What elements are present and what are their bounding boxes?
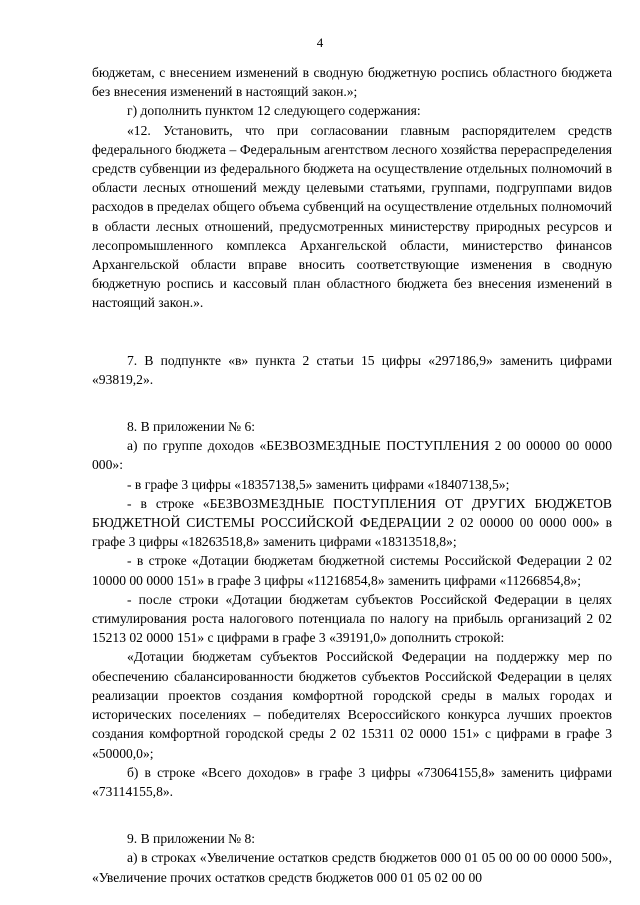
paragraph-section-9-heading: 9. В приложении № 8: — [127, 831, 256, 847]
paragraph-dash-1: - в графе 3 цифры «18357138,5» заменить цифрами «18407138,5»; — [127, 476, 510, 492]
document-body — [92, 63, 612, 887]
paragraph-point-12: «12. Установить, что при согласовании главным распорядителем средств федерального бюджета – Федеральным агентством лесного хозяйства перераспределения средств субвенции из федерального бюджета на осуществление отдельных полномочий в области лесных отношений между целевыми статьями, группами, подгруппами видов расходов в пределах общего объема субвенций на осуществление отдельных полномочий в области лесных отношений, предусмотренных министерству природных ресурсов и лесопромышленного комплекса Архангельской области, министерство финансов Архангельской области вправе вносить соответствующие изменения в сводную бюджетную роспись и кассовый план областного бюджета без внесения изменений в настоящий закон.». — [92, 122, 612, 311]
paragraph-item-g: г) дополнить пунктом 12 следующего содержания: — [127, 103, 421, 119]
section-spacer — [92, 389, 612, 417]
section-spacer — [92, 801, 612, 829]
paragraph-dash-2: - в строке «БЕЗВОЗМЕЗДНЫЕ ПОСТУПЛЕНИЯ ОТ ДРУГИХ БЮДЖЕТОВ БЮДЖЕТНОЙ СИСТЕМЫ РОССИЙСКОЙ ФЕДЕРАЦИИ 2 02 00000 00 0000 000» в графе 3 цифры «18263518,8» заменить цифрами «18313518,8»; — [92, 495, 612, 550]
paragraph-section-7: 7. В подпункте «в» пункта 2 статьи 15 цифры «297186,9» заменить цифрами «93819,2». — [92, 352, 612, 387]
paragraph-section-8-heading: 8. В приложении № 6: — [127, 419, 256, 435]
paragraph-dash-3: - в строке «Дотации бюджетам бюджетной системы Российской Федерации 2 02 10000 00 0000 151» в графе 3 цифры «11216854,8» заменить цифрами «11266854,8»; — [92, 553, 612, 588]
paragraph-section-9-item-a: а) в строках «Увеличение остатков средств бюджетов 000 01 05 00 00 00 0000 500», «Увеличение прочих остатков средств бюджетов 000 01 05 02 00 00 — [92, 850, 612, 885]
paragraph-item-a: а) по группе доходов «БЕЗВОЗМЕЗДНЫЕ ПОСТУПЛЕНИЯ 2 00 00000 00 0000 000»: — [92, 438, 612, 473]
paragraph-inserted-row: «Дотации бюджетам субъектов Российской Федерации на поддержку мер по обеспечению сбалансированности бюджетов субъектов Российской Федерации в целях реализации проектов создания комфортной городской среды в малых городах и исторических поселениях – победителях Всероссийского конкурса лучших проектов создания комфортной городской среды 2 02 15311 02 0000 151» с цифрами в графе 3 «50000,0»; — [92, 649, 612, 761]
paragraph-continuation: бюджетам, с внесением изменений в сводную бюджетную роспись областного бюджета без внесения изменений в настоящий закон.»; — [92, 65, 612, 100]
paragraph-dash-4: - после строки «Дотации бюджетам субъектов Российской Федерации в целях стимулирования роста налогового потенциала по налогу на прибыль организаций 2 02 15213 02 0000 151» с цифрами в графе 3 «39191,0» дополнить строкой: — [92, 591, 612, 646]
section-spacer — [92, 313, 612, 351]
paragraph-item-b: б) в строке «Всего доходов» в графе 3 цифры «73064155,8» заменить цифрами «73114155,8». — [92, 764, 612, 799]
page-number: 4 — [316, 35, 324, 50]
